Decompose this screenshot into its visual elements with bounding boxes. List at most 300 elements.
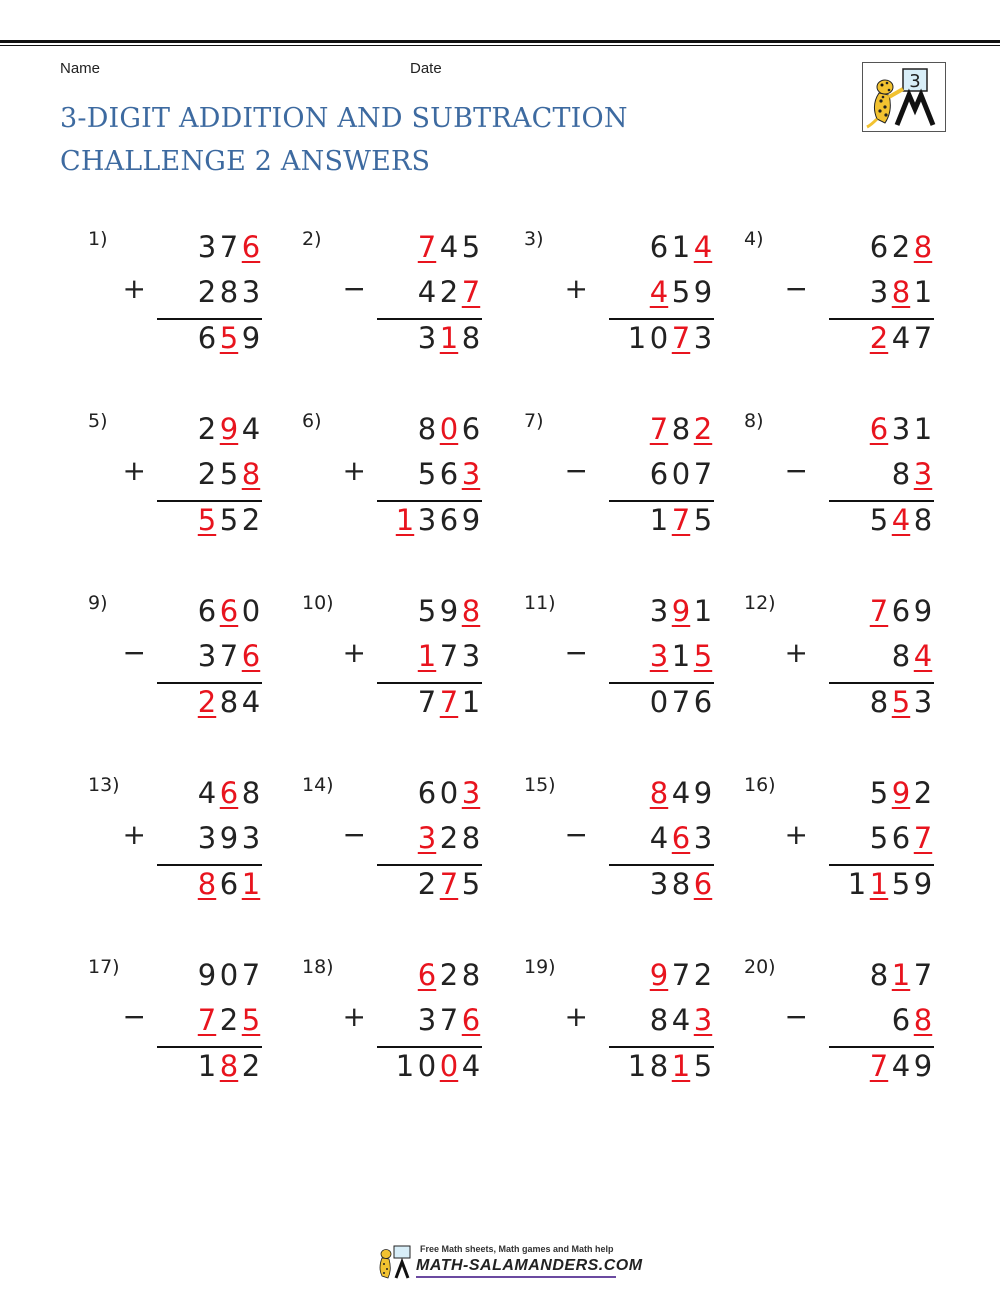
digit: 5 [461,230,481,264]
digit: 5 [219,321,239,355]
digit: 1 [913,275,933,309]
digit: 8 [461,821,481,855]
answer [626,1049,714,1089]
problem-number: 11) [524,592,556,614]
digit: 8 [461,958,481,992]
digit: 8 [869,958,889,992]
answer [416,867,482,907]
bottom-operand [648,639,714,679]
digit: 1 [693,594,713,628]
digit: 2 [241,503,261,537]
problem-7 [514,410,714,560]
digit: 6 [891,1003,911,1037]
minus-sign: − [784,272,808,305]
problem-number: 1) [88,228,108,250]
digit: 3 [913,457,933,491]
grade-logo [862,62,946,132]
digit: 1 [847,867,867,901]
answer-line [157,500,262,502]
problem-12 [734,592,934,742]
digit: 9 [693,776,713,810]
problem-5 [72,410,262,560]
digit: 6 [417,776,437,810]
plus-sign: + [342,1000,366,1033]
answer [648,867,714,907]
answer [416,685,482,725]
digit: 8 [417,412,437,446]
digit: 9 [913,594,933,628]
digit: 3 [913,685,933,719]
digit: 3 [649,639,669,673]
digit: 5 [869,821,889,855]
digit: 7 [197,1003,217,1037]
top-operand [868,594,934,634]
problem-15 [514,774,714,924]
bottom-operand [868,275,934,315]
problem-11 [514,592,714,742]
answer-line [609,500,714,502]
digit: 7 [219,230,239,264]
digit: 7 [241,958,261,992]
answer-line [157,1046,262,1048]
digit: 3 [197,230,217,264]
digit: 6 [219,867,239,901]
digit: 8 [219,685,239,719]
digit: 3 [197,639,217,673]
top-operand [196,776,262,816]
digit: 5 [671,275,691,309]
bottom-operand [648,275,714,315]
digit: 6 [671,821,691,855]
digit: 6 [869,412,889,446]
answer [394,503,482,543]
bottom-operand [416,639,482,679]
digit: 4 [197,776,217,810]
digit: 9 [461,503,481,537]
digit: 6 [891,594,911,628]
problem-number: 4) [744,228,764,250]
answer-line [157,318,262,320]
digit: 8 [671,867,691,901]
digit: 5 [869,776,889,810]
problem-19 [514,956,714,1106]
top-operand [416,594,482,634]
digit: 7 [671,958,691,992]
problem-number: 2) [302,228,322,250]
digit: 2 [891,230,911,264]
digit: 3 [869,275,889,309]
digit: 0 [241,594,261,628]
salamander-logo-icon [863,63,945,131]
digit: 3 [197,821,217,855]
problem-number: 20) [744,956,776,978]
minus-sign: − [784,1000,808,1033]
digit: 8 [913,230,933,264]
top-operand [196,594,262,634]
digit: 3 [241,821,261,855]
digit: 8 [461,321,481,355]
top-operand [868,958,934,998]
answer-line [377,1046,482,1048]
digit: 6 [649,457,669,491]
bottom-operand [890,1003,934,1043]
problem-number: 17) [88,956,120,978]
footer-underline [416,1276,616,1278]
digit: 5 [417,594,437,628]
digit: 1 [439,321,459,355]
problem-number: 5) [88,410,108,432]
digit: 7 [671,321,691,355]
digit: 9 [649,958,669,992]
problem-number: 14) [302,774,334,796]
digit: 5 [241,1003,261,1037]
digit: 7 [439,639,459,673]
digit: 6 [439,503,459,537]
problem-10 [292,592,482,742]
digit: 6 [241,230,261,264]
digit: 1 [671,230,691,264]
problem-number: 6) [302,410,322,432]
answer-line [829,318,934,320]
problem-8 [734,410,934,560]
digit: 8 [891,457,911,491]
digit: 1 [891,958,911,992]
digit: 8 [913,503,933,537]
digit: 4 [693,230,713,264]
digit: 5 [693,503,713,537]
top-operand [868,412,934,452]
digit: 8 [649,1003,669,1037]
digit: 8 [197,867,217,901]
footer-branding [376,1244,643,1280]
top-operand [648,776,714,816]
digit: 2 [197,685,217,719]
digit: 8 [913,1003,933,1037]
digit: 5 [417,457,437,491]
problem-13 [72,774,262,924]
digit: 2 [913,776,933,810]
digit: 6 [649,230,669,264]
answer [868,503,934,543]
footer-tagline: Free Math sheets, Math games and Math help [420,1244,614,1254]
problem-number: 15) [524,774,556,796]
digit: 6 [417,958,437,992]
problem-number: 3) [524,228,544,250]
digit: 2 [241,1049,261,1083]
answer [416,321,482,361]
digit: 1 [461,685,481,719]
bottom-operand [416,1003,482,1043]
digit: 0 [439,412,459,446]
digit: 5 [891,867,911,901]
problem-18 [292,956,482,1106]
minus-sign: − [342,272,366,305]
digit: 3 [417,321,437,355]
digit: 3 [417,503,437,537]
top-operand [416,776,482,816]
answer-line [829,682,934,684]
top-operand [648,230,714,270]
digit: 6 [461,1003,481,1037]
minus-sign: − [784,454,808,487]
problem-number: 16) [744,774,776,796]
page-title-line1: 3-DIGIT ADDITION AND SUBTRACTION [60,103,628,134]
problem-number: 12) [744,592,776,614]
answer-line [377,682,482,684]
digit: 0 [219,958,239,992]
answer [196,685,262,725]
digit: 3 [649,594,669,628]
digit: 2 [869,321,889,355]
minus-sign: − [564,454,588,487]
digit: 0 [649,685,669,719]
date-label: Date [410,60,442,77]
digit: 6 [891,821,911,855]
digit: 3 [693,321,713,355]
problem-number: 7) [524,410,544,432]
answer-line [157,864,262,866]
digit: 2 [197,412,217,446]
digit: 4 [417,275,437,309]
problem-number: 9) [88,592,108,614]
digit: 8 [891,275,911,309]
digit: 1 [869,867,889,901]
digit: 4 [891,503,911,537]
digit: 0 [649,321,669,355]
top-rule-thin [0,45,1000,46]
digit: 5 [461,867,481,901]
plus-sign: + [342,636,366,669]
answer [868,321,934,361]
digit: 7 [649,412,669,446]
problem-3 [514,228,714,378]
digit: 8 [219,275,239,309]
digit: 7 [693,457,713,491]
answer [648,503,714,543]
digit: 5 [693,1049,713,1083]
answer-line [829,1046,934,1048]
plus-sign: + [784,636,808,669]
digit: 2 [197,275,217,309]
top-operand [416,230,482,270]
digit: 1 [417,639,437,673]
page-title-line2: CHALLENGE 2 ANSWERS [60,146,431,177]
digit: 8 [241,776,261,810]
digit: 2 [219,1003,239,1037]
digit: 2 [439,958,459,992]
digit: 3 [417,1003,437,1037]
answer [196,1049,262,1089]
digit: 3 [417,821,437,855]
digit: 6 [461,412,481,446]
answer [196,867,262,907]
plus-sign: + [122,818,146,851]
bottom-operand [196,457,262,497]
bottom-operand [416,821,482,861]
digit: 5 [219,457,239,491]
bottom-operand [196,639,262,679]
digit: 6 [219,776,239,810]
digit: 1 [913,412,933,446]
footer-brand-link[interactable]: MATH-SALAMANDERS.COM [416,1257,643,1274]
bottom-operand [648,457,714,497]
problem-17 [72,956,262,1106]
problem-16 [734,774,934,924]
digit: 7 [439,1003,459,1037]
digit: 7 [671,503,691,537]
digit: 4 [461,1049,481,1083]
digit: 9 [219,412,239,446]
digit: 6 [693,867,713,901]
digit: 6 [197,321,217,355]
top-operand [868,776,934,816]
digit: 1 [671,639,691,673]
digit: 0 [671,457,691,491]
problem-6 [292,410,482,560]
digit: 9 [913,867,933,901]
top-operand [648,958,714,998]
digit: 9 [241,321,261,355]
problem-14 [292,774,482,924]
digit: 7 [417,230,437,264]
answer [626,321,714,361]
digit: 4 [671,1003,691,1037]
minus-sign: − [564,636,588,669]
digit: 4 [439,230,459,264]
footer-salamander-icon [376,1244,414,1280]
digit: 3 [461,639,481,673]
plus-sign: + [564,272,588,305]
top-operand [648,594,714,634]
digit: 4 [649,821,669,855]
problem-number: 8) [744,410,764,432]
digit: 5 [219,503,239,537]
digit: 3 [649,867,669,901]
answer-line [377,318,482,320]
top-operand [196,958,262,998]
minus-sign: − [564,818,588,851]
bottom-operand [416,275,482,315]
plus-sign: + [784,818,808,851]
digit: 1 [395,1049,415,1083]
digit: 9 [913,1049,933,1083]
answer [196,503,262,543]
digit: 4 [241,685,261,719]
bottom-operand [196,821,262,861]
answer [868,685,934,725]
digit: 1 [671,1049,691,1083]
top-operand [196,412,262,452]
digit: 3 [693,821,713,855]
digit: 8 [869,685,889,719]
problem-number: 10) [302,592,334,614]
digit: 2 [197,457,217,491]
digit: 7 [439,685,459,719]
digit: 3 [241,275,261,309]
digit: 2 [693,412,713,446]
bottom-operand [648,821,714,861]
digit: 2 [439,275,459,309]
digit: 6 [241,639,261,673]
top-operand [648,412,714,452]
bottom-operand [196,275,262,315]
digit: 5 [869,503,889,537]
digit: 1 [395,503,415,537]
digit: 8 [219,1049,239,1083]
answer [196,321,262,361]
digit: 3 [461,776,481,810]
digit: 2 [439,821,459,855]
digit: 1 [241,867,261,901]
digit: 7 [869,594,889,628]
digit: 4 [241,412,261,446]
digit: 9 [693,275,713,309]
top-rule [0,40,1000,43]
digit: 4 [913,639,933,673]
bottom-operand [890,457,934,497]
top-operand [196,230,262,270]
digit: 1 [649,503,669,537]
digit: 3 [891,412,911,446]
digit: 8 [649,1049,669,1083]
name-label: Name [60,60,101,77]
digit: 0 [417,1049,437,1083]
digit: 2 [693,958,713,992]
answer-line [829,500,934,502]
logo-number: 3 [909,71,921,92]
problem-2 [292,228,482,378]
answer [648,685,714,725]
digit: 5 [693,639,713,673]
problem-4 [734,228,934,378]
digit: 4 [891,1049,911,1083]
answer [394,1049,482,1089]
digit: 7 [671,685,691,719]
digit: 6 [439,457,459,491]
digit: 1 [627,321,647,355]
digit: 4 [649,275,669,309]
minus-sign: − [122,1000,146,1033]
digit: 8 [241,457,261,491]
digit: 4 [891,321,911,355]
digit: 8 [649,776,669,810]
digit: 6 [693,685,713,719]
answer-line [157,682,262,684]
digit: 6 [869,230,889,264]
digit: 9 [219,821,239,855]
digit: 3 [461,457,481,491]
answer-line [609,864,714,866]
plus-sign: + [122,272,146,305]
digit: 7 [913,321,933,355]
answer [868,1049,934,1089]
digit: 9 [439,594,459,628]
answer-line [609,318,714,320]
answer-line [609,1046,714,1048]
problem-20 [734,956,934,1106]
digit: 1 [627,1049,647,1083]
digit: 6 [219,594,239,628]
digit: 5 [197,503,217,537]
digit: 7 [439,867,459,901]
top-operand [416,412,482,452]
digit: 3 [693,1003,713,1037]
digit: 0 [439,1049,459,1083]
answer-line [829,864,934,866]
problem-number: 19) [524,956,556,978]
problem-number: 18) [302,956,334,978]
digit: 7 [461,275,481,309]
